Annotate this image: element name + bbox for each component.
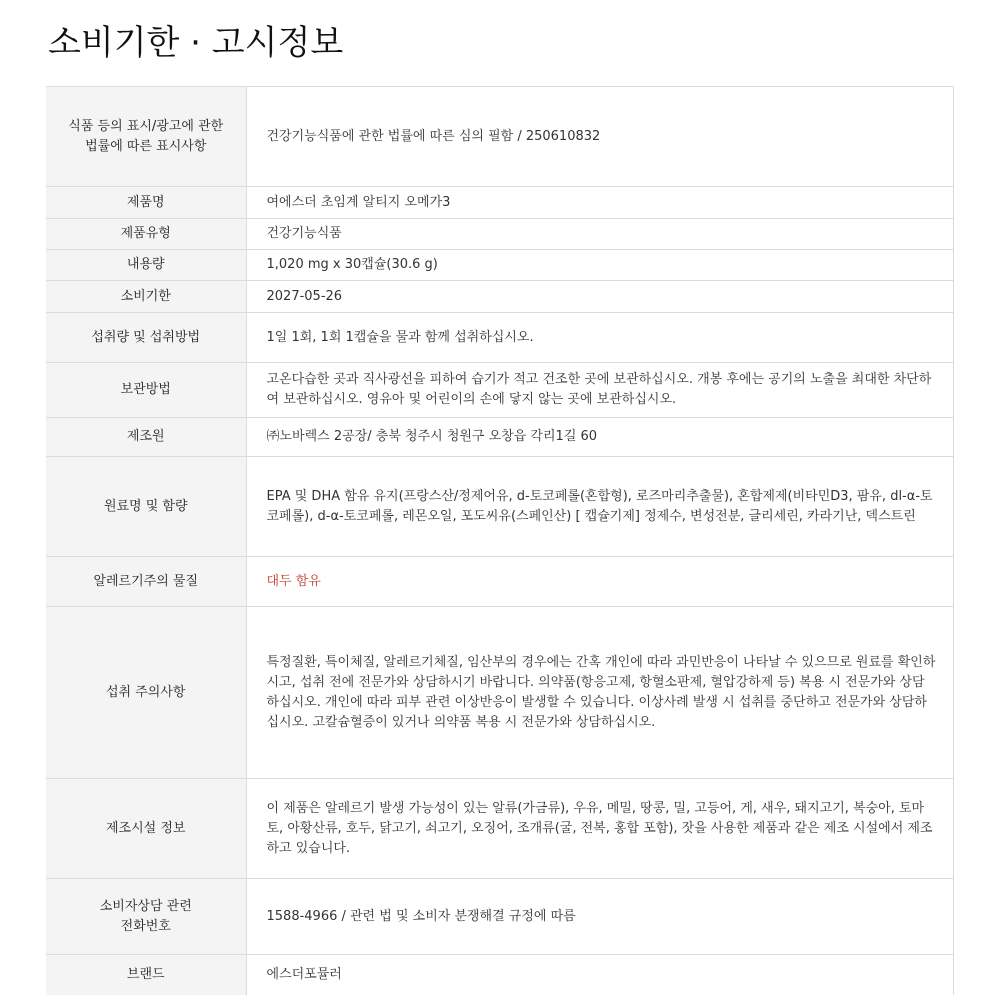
row-value: 건강기능식품 [246,219,954,250]
row-value: 이 제품은 알레르기 발생 가능성이 있는 알류(가금류), 우유, 메밀, 땅콩, 밀, 고등어, 게, 새우, 돼지고기, 복숭아, 토마토, 아황산류, 호두, 닭고기, 쇠고기, 오징어, 조개류(굴, 전복, 홍합 포함), 잣을 사용한 제품과 같은 제조 시설에서 제조하고 있습니다. [246,779,954,879]
row-value: 1,020 mg x 30캡슐(30.6 g) [246,250,954,281]
allergy-value: 대두 함유 [246,557,954,607]
row-label: 제품유형 [46,219,246,250]
table-row [46,363,954,418]
table-row [46,250,954,281]
row-label [46,879,246,955]
row-value: 고온다습한 곳과 직사광선을 피하여 습기가 적고 건조한 곳에 보관하십시오. 개봉 후에는 공기의 노출을 최대한 차단하여 보관하십시오. 영유아 및 어린이의 손에 닿지 않는 곳에 보관하십시오. [246,363,954,418]
row-value: 건강기능식품에 관한 법률에 따른 심의 필함 / 250610832 [246,87,954,187]
table-row [46,313,954,363]
row-value: 1588-4966 / 관련 법 및 소비자 분쟁해결 규정에 따름 [246,879,954,955]
row-label: 제품명 [46,187,246,219]
row-label: 알레르기주의 물질 [46,557,246,607]
row-value: EPA 및 DHA 함유 유지(프랑스산/정제어유, d-토코페롤(혼합형), 로즈마리추출물), 혼합제제(비타민D3, 팜유, dl-α-토코페롤), d-α-토코페롤, 레몬오일, 포도씨유(스페인산) [ 캡슐기제] 정제수, 변성전분, 글리세린, 카라기난, 덱스트린 [246,457,954,557]
row-label: 원료명 및 함량 [46,457,246,557]
row-value: 1일 1회, 1회 1캡슐을 물과 함께 섭취하십시오. [246,313,954,363]
table-row [46,955,954,995]
row-value: 특정질환, 특이체질, 알레르기체질, 임산부의 경우에는 간혹 개인에 따라 과민반응이 나타날 수 있으므로 원료를 확인하시고, 섭취 전에 전문가와 상담하시기 바랍니다. 의약품(항응고제, 항혈소판제, 혈압강하제 등) 복용 시 전문가와 상담하십시오. 개인에 따라 피부 관련 이상반응이 발생할 수 있습니다. 이상사례 발생 시 섭취를 중단하고 전문가와 상담하십시오. 고칼슘혈증이 있거나 의약품 복용 시 전문가와 상담하십시오. [246,607,954,779]
table-row [46,418,954,457]
table-row [46,879,954,955]
row-label: 소비기한 [46,281,246,313]
row-value: ㈜노바렉스 2공장/ 충북 청주시 청원구 오창읍 각리1길 60 [246,418,954,457]
row-value: 2027-05-26 [246,281,954,313]
table-row [46,557,954,607]
row-value: 여에스더 초임계 알티지 오메가3 [246,187,954,219]
row-label-text: 식품 등의 표시/광고에 관한 법률에 따른 표시사항 [68,118,224,154]
table-row [46,87,954,187]
row-label: 내용량 [46,250,246,281]
row-label: 제조원 [46,418,246,457]
table-row [46,779,954,879]
product-info-table [46,86,954,995]
row-label: 브랜드 [46,955,246,995]
table-row [46,281,954,313]
table-row [46,219,954,250]
row-label-text: 소비자상담 관련 전화번호 [99,898,192,934]
page-title: 소비기한 · 고시정보 [48,23,344,63]
row-label: 섭취 주의사항 [46,607,246,779]
row-label: 섭취량 및 섭취방법 [46,313,246,363]
row-value: 에스더포뮬러 [246,955,954,995]
table-row [46,607,954,779]
table-row [46,187,954,219]
row-label [46,87,246,187]
row-label: 제조시설 정보 [46,779,246,879]
row-label: 보관방법 [46,363,246,418]
table-row [46,457,954,557]
